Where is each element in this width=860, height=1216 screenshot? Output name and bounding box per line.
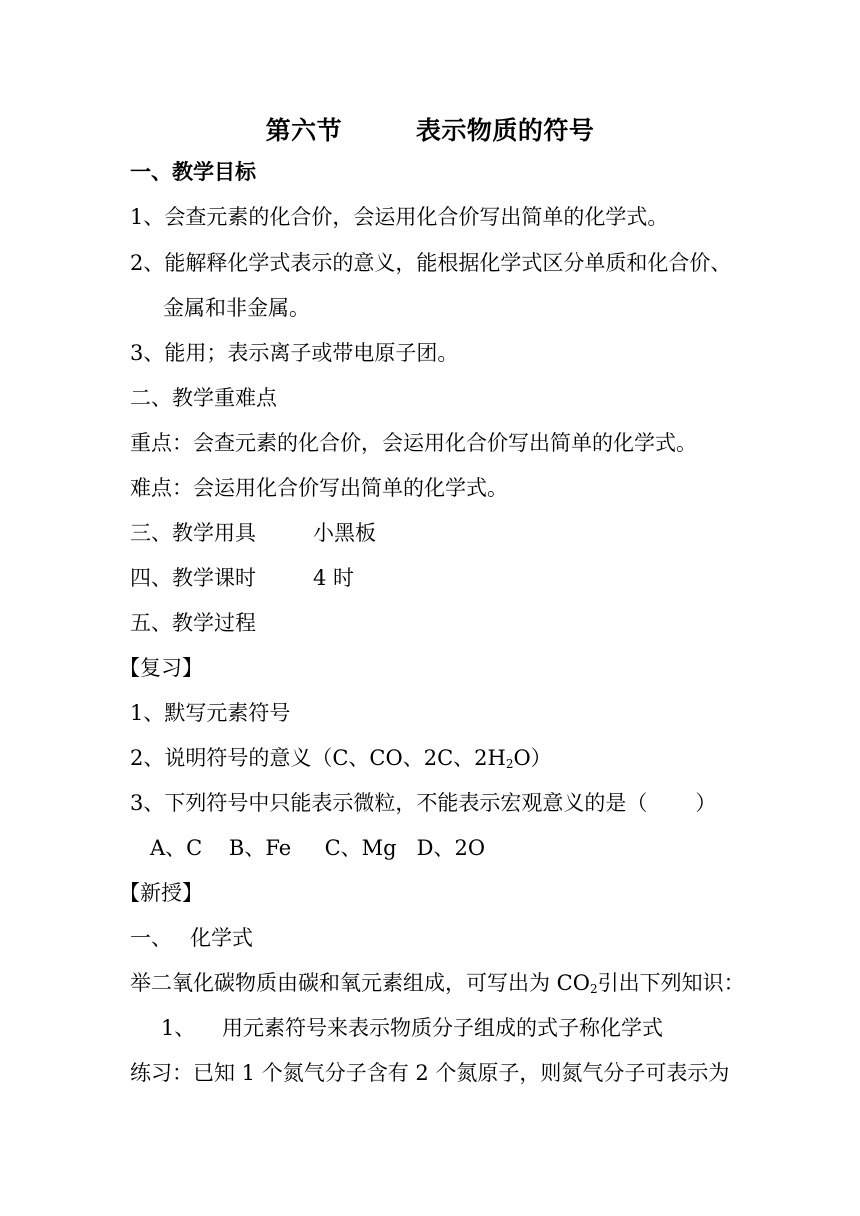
title-section-number: 第六节: [265, 116, 343, 145]
definition-number: 1、: [161, 1016, 196, 1040]
goal-2-continued: 金属和非金属。: [163, 296, 310, 320]
section-chemical-formula-title: 化学式: [190, 926, 253, 950]
heading-teaching-process: 五、教学过程: [130, 611, 256, 635]
subscript-2: 2: [505, 757, 514, 771]
review-item-3-text: 3、下列符号中只能表示微粒，不能表示宏观意义的是（: [130, 791, 648, 815]
review-item-2-end: O）: [513, 746, 552, 770]
goal-2: 2、能解释化学式表示的意义，能根据化学式区分单质和化合价、: [130, 251, 732, 275]
goal-1: 1、会查元素的化合价，会运用化合价写出简单的化学式。: [130, 205, 669, 229]
section-chemical-formula-number: 一、: [130, 926, 172, 950]
subscript-2: 2: [589, 982, 598, 996]
key-point: 重点：会查元素的化合价，会运用化合价写出简单的化学式。: [130, 431, 697, 455]
heading-teaching-tools: 三、教学用具: [130, 521, 256, 545]
heading-class-hours: 四、教学课时: [130, 566, 256, 590]
exercise: 练习：已知 1 个氮气分子含有 2 个氮原子，则氮气分子可表示为: [130, 1061, 730, 1085]
example-co2-end: 引出下列知识：: [597, 971, 745, 995]
title-text: 表示物质的符号: [415, 116, 595, 145]
new-lesson-label: 【新授】: [119, 881, 203, 905]
goal-3: 3、能用；表示离子或带电原子团。: [130, 341, 459, 365]
class-hours-value: 4 时: [313, 566, 355, 590]
review-item-3: [130, 788, 716, 818]
heading-key-difficult: 二、教学重难点: [130, 386, 277, 410]
review-item-2: [130, 743, 552, 779]
page-title: [0, 111, 860, 147]
example-co2: [130, 968, 745, 1004]
review-item-1: 1、默写元素符号: [130, 701, 291, 725]
definition-text: 用元素符号来表示物质分子组成的式子称化学式: [222, 1016, 663, 1040]
review-item-3-end: ）: [695, 791, 717, 815]
answer-options: A、C B、Fe C、Mg D、2O: [150, 836, 486, 860]
heading-teaching-goals: 一、教学目标: [130, 159, 256, 184]
review-label: 【复习】: [119, 656, 203, 680]
teaching-tools-value: 小黑板: [313, 521, 376, 545]
review-item-2-text: 2、说明符号的意义（C、CO、2C、2H: [130, 746, 506, 770]
example-co2-text: 举二氧化碳物质由碳和氧元素组成，可写出为 CO: [130, 971, 590, 995]
difficult-point: 难点：会运用化合价写出简单的化学式。: [130, 476, 508, 500]
